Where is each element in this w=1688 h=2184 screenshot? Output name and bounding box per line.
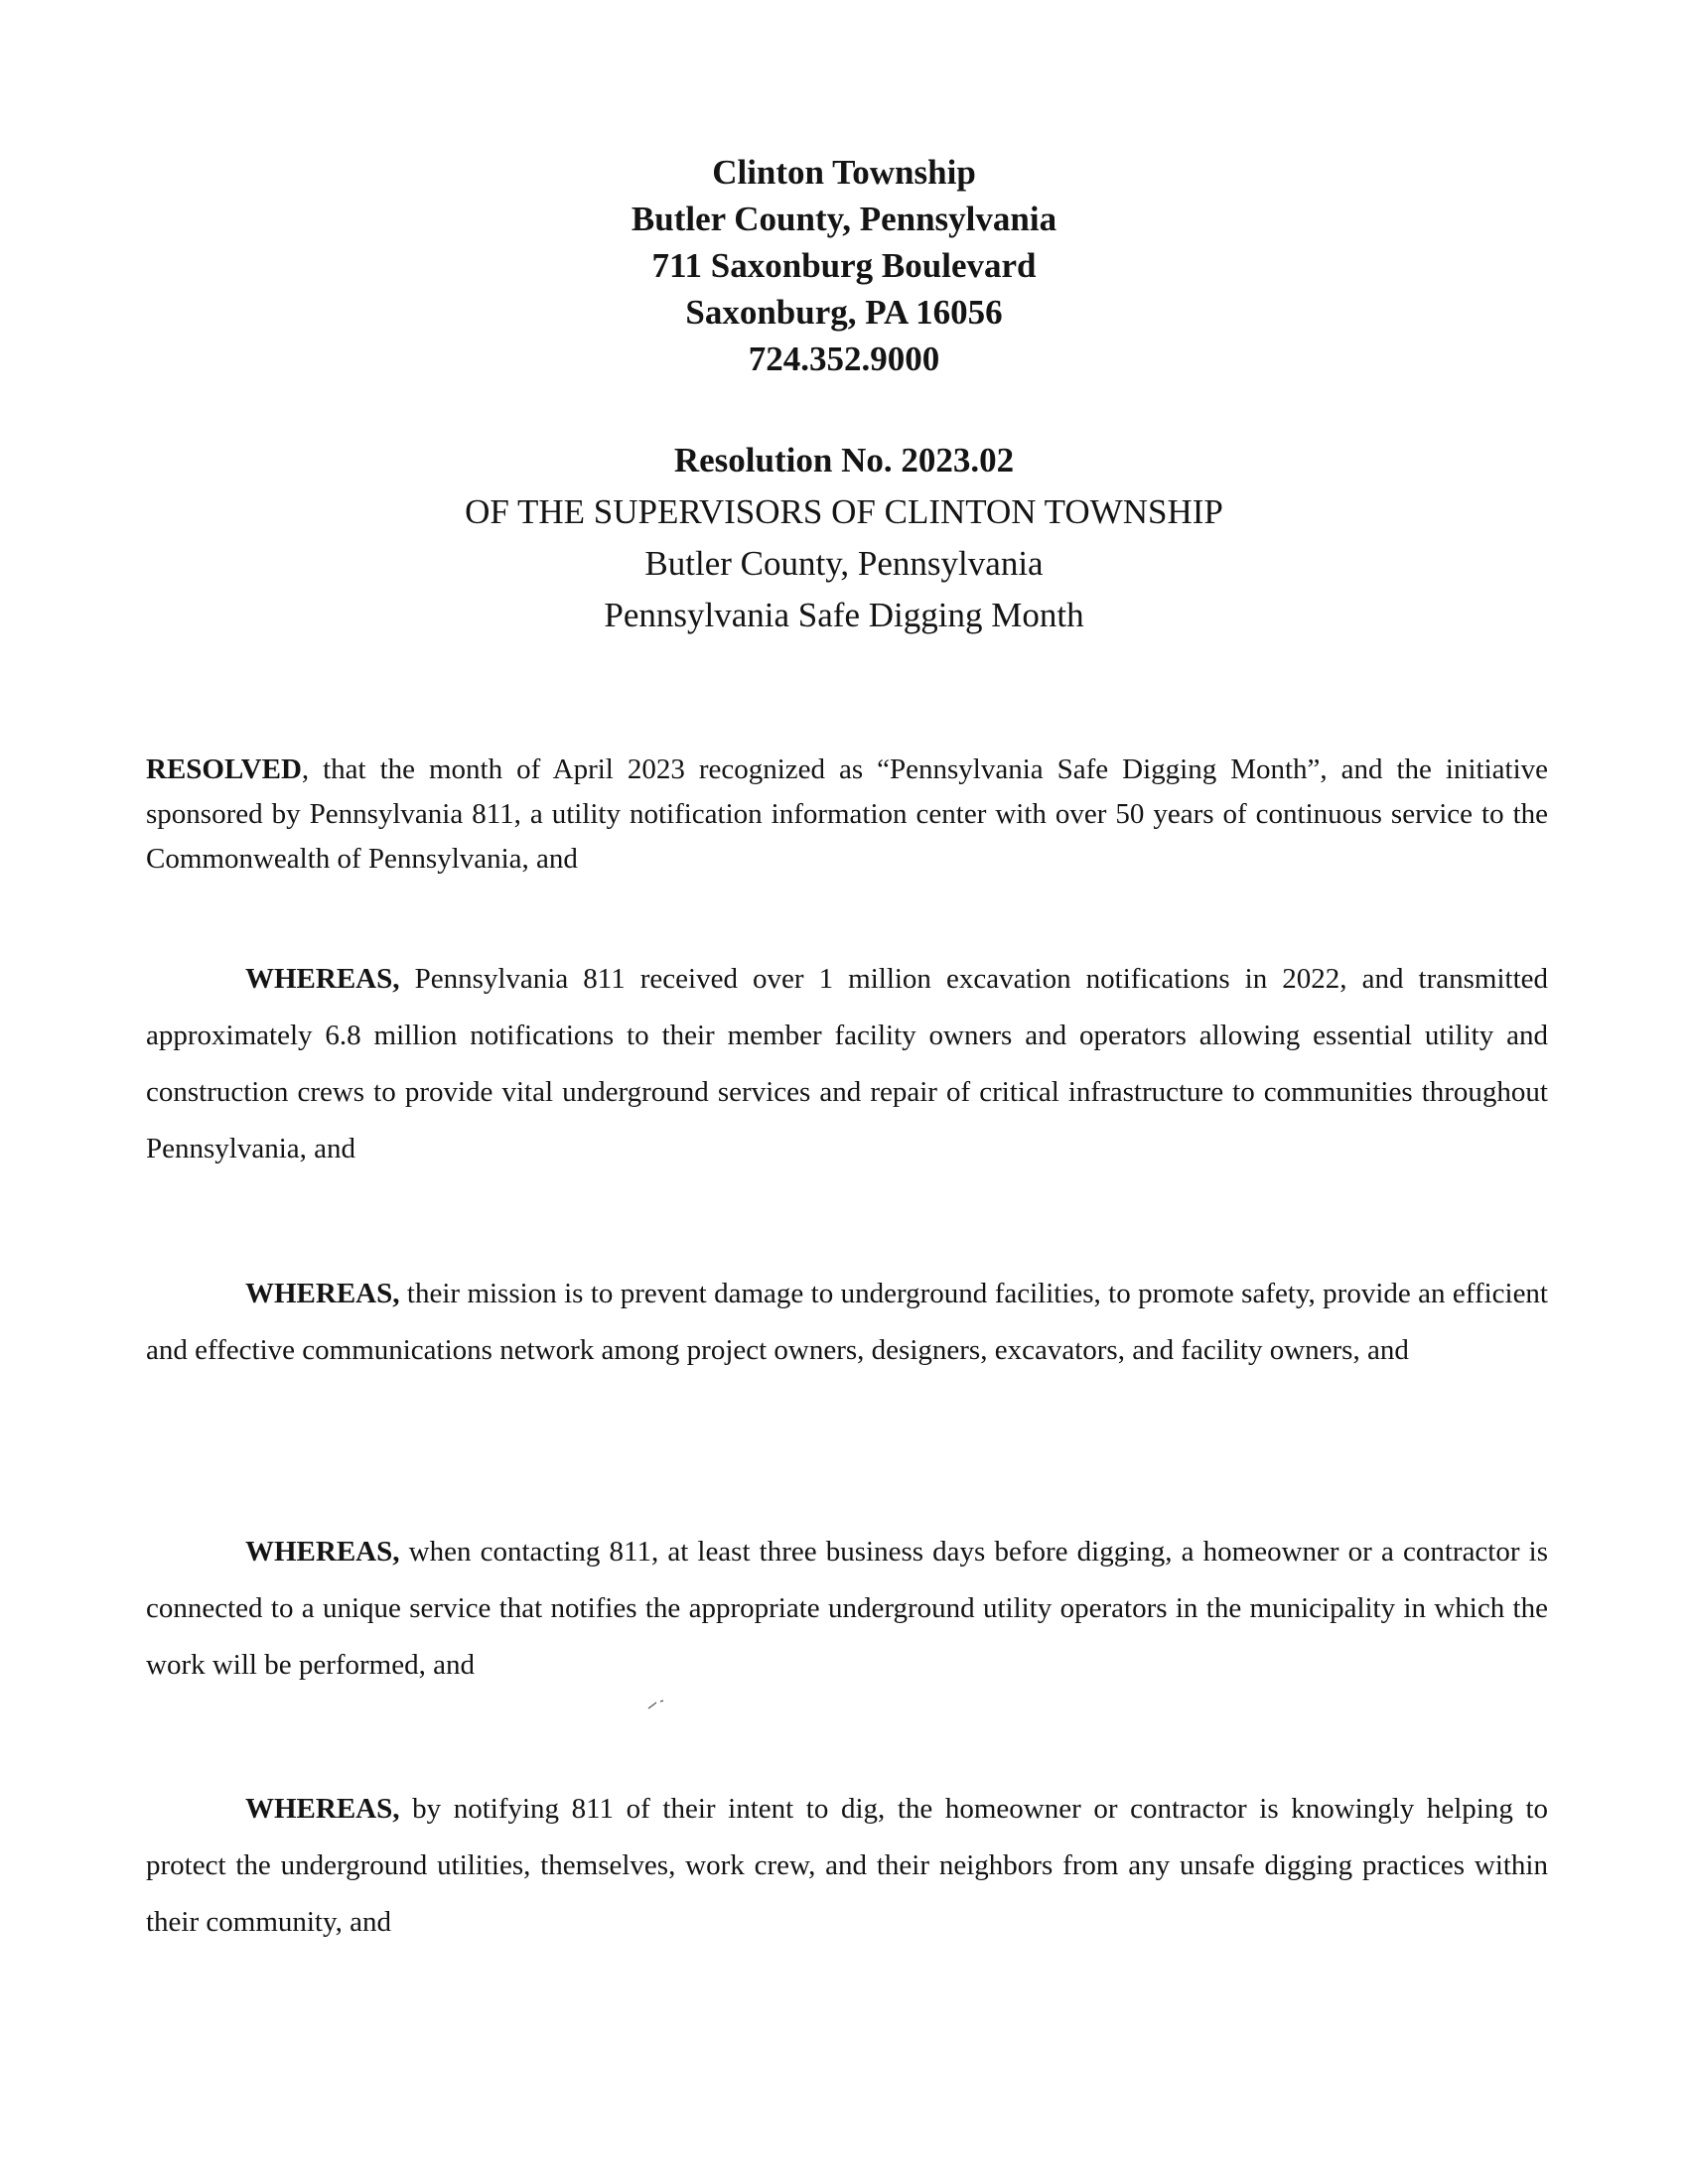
whereas-lead-1: WHEREAS, <box>245 963 400 995</box>
phone-number: 724.352.9000 <box>748 340 940 378</box>
whereas-lead-4: WHEREAS, <box>245 1793 400 1825</box>
whereas-lead-2: WHEREAS, <box>245 1278 400 1309</box>
whereas-paragraph-3 <box>146 1524 1548 1694</box>
whereas-text-4: by notifying 811 of their intent to dig, the homeowner or contractor is knowingly helping to protect the underground utilities, themselves, work crew, and their neighbors from any unsafe digging practices within their community, and <box>146 1793 1548 1938</box>
whereas-text-3: when contacting 811, at least three business days before digging, a homeowner or a contractor is connected to a unique service that notifies the appropriate underground utility operators in the municipality in which the work will be performed, and <box>146 1536 1548 1681</box>
resolution-subtitle-county: Butler County, Pennsylvania <box>644 544 1044 583</box>
resolved-text: , that the month of April 2023 recognized as “Pennsylvania Safe Digging Month”, and the initiative sponsored by Pennsylvania 811, a utility notification information center with over 50 years of continuous service to the Commonwealth of Pennsylvania, and <box>146 753 1548 875</box>
resolved-paragraph <box>146 748 1548 882</box>
letterhead <box>0 149 1688 382</box>
whereas-paragraph-4 <box>146 1781 1548 1951</box>
county-state: Butler County, Pennsylvania <box>631 200 1057 238</box>
township-name: Clinton Township <box>712 153 976 192</box>
resolution-subtitle-supervisors: OF THE SUPERVISORS OF CLINTON TOWNSHIP <box>465 492 1223 531</box>
city-state-zip: Saxonburg, PA 16056 <box>685 293 1003 332</box>
scan-artifact-mark <box>647 1700 669 1709</box>
whereas-text-1: Pennsylvania 811 received over 1 million excavation notifications in 2022, and transmitted approximately 6.8 million notifications to their member facility owners and operators allowing essential utility and construction crews to provide vital underground services and repair of critical infrastructure to communities throughout Pennsylvania, and <box>146 963 1548 1164</box>
whereas-paragraph-1 <box>146 951 1548 1177</box>
whereas-lead-3: WHEREAS, <box>245 1536 400 1568</box>
street-address: 711 Saxonburg Boulevard <box>651 246 1037 285</box>
whereas-paragraph-2 <box>146 1266 1548 1379</box>
resolution-title-block <box>0 435 1688 641</box>
resolution-subtitle-topic: Pennsylvania Safe Digging Month <box>604 596 1084 634</box>
resolution-number: Resolution No. 2023.02 <box>673 441 1015 479</box>
resolved-lead: RESOLVED <box>146 753 302 785</box>
whereas-text-2: their mission is to prevent damage to underground facilities, to promote safety, provide an efficient and effective communications network among project owners, designers, excavators, and facility owners, and <box>146 1278 1548 1366</box>
